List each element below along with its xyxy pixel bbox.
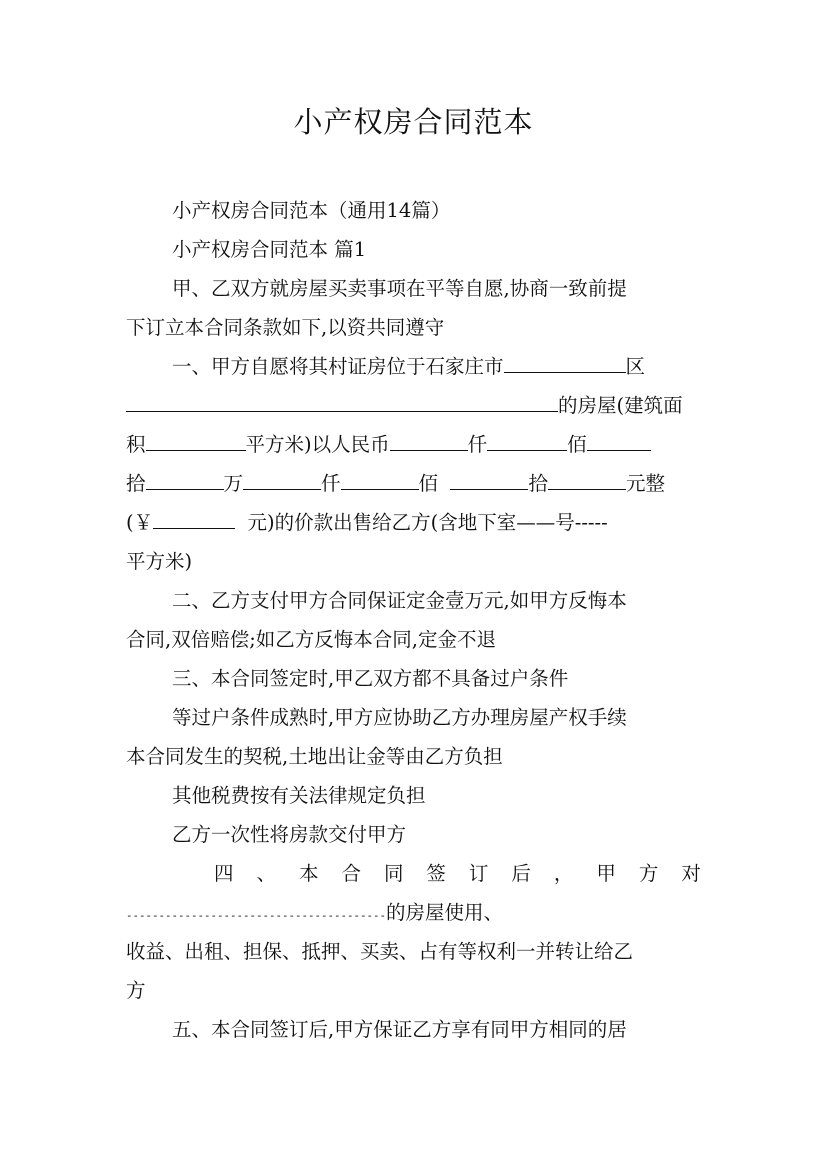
clause-1-line xyxy=(126,391,701,421)
clause-1-line xyxy=(172,352,701,382)
justified-char: 本 xyxy=(298,862,319,885)
paragraph-line: 下订立本合同条款如下,以资共同遵守 xyxy=(126,316,445,339)
clause-text: 佰 xyxy=(418,472,439,495)
paragraph-line: 三、本合同签定时,甲乙双方都不具备过户条件 xyxy=(172,667,569,690)
justified-char: 后 xyxy=(511,862,531,885)
justified-char: 合 xyxy=(341,862,361,885)
justified-char: 四 xyxy=(214,862,234,885)
clause-text: 区 xyxy=(625,355,646,378)
clause-1-line xyxy=(126,469,701,499)
paragraph-line: 甲、乙双方就房屋买卖事项在平等自愿,协商一致前提 xyxy=(172,277,627,300)
clause-text: (￥ xyxy=(126,511,154,534)
clause-text: 的房屋(建筑面 xyxy=(558,394,683,417)
clause-1-line xyxy=(126,508,701,538)
paragraph-line: 本合同发生的契税,土地出让金等由乙方负担 xyxy=(126,745,503,768)
clause-4-line xyxy=(126,898,726,931)
dash-blank: ---------------------------------------- xyxy=(126,909,387,922)
paragraph-line: 合同,双倍赔偿;如乙方反悔本合同,定金不退 xyxy=(126,628,496,651)
paragraph-line: 方 xyxy=(126,979,146,1002)
blank-underline xyxy=(450,469,528,490)
clause-text: 元)的价款出售给乙方(含地下室——号----- xyxy=(247,511,608,534)
clause-text: 拾 xyxy=(126,472,146,495)
paragraph-line: 等过户条件成熟时,甲方应协助乙方办理房屋产权手续 xyxy=(172,706,627,729)
clause-text: 元整 xyxy=(625,472,665,495)
clause-text: 积 xyxy=(126,433,146,456)
justified-char: 签 xyxy=(426,862,446,885)
clause-text: 佰 xyxy=(567,433,587,456)
paragraph-line: 二、乙方支付甲方合同保证定金壹万元,如甲方反悔本 xyxy=(172,589,627,612)
justified-char: 同 xyxy=(383,862,404,885)
section-heading: 小产权房合同范本 篇1 xyxy=(172,238,367,261)
paragraph-line: 收益、出租、担保、抵押、买卖、占有等权利一并转让给乙 xyxy=(126,940,634,963)
justified-char: 对 xyxy=(681,862,701,885)
clause-text: 的房屋使用、 xyxy=(386,901,504,924)
blank-underline xyxy=(243,469,321,490)
clause-text: 平方米)以人民币 xyxy=(245,433,390,456)
blank-underline xyxy=(587,430,651,451)
justified-char: 订 xyxy=(468,862,489,885)
justified-char: 、 xyxy=(256,862,276,885)
clause-text: 一、甲方自愿将其村证房位于石家庄市 xyxy=(172,355,504,378)
blank-underline xyxy=(341,469,419,490)
justified-char: 方 xyxy=(638,862,659,885)
clause-1-line xyxy=(126,430,701,460)
clause-text: 拾 xyxy=(528,472,548,495)
clause-text: 仟 xyxy=(467,433,488,456)
blank-underline xyxy=(146,430,246,451)
clause-4-line xyxy=(214,859,701,889)
paragraph-line: 五、本合同签订后,甲方保证乙方享有同甲方相同的居 xyxy=(172,1018,627,1041)
blank-underline xyxy=(548,469,626,490)
paragraph-line: 平方米) xyxy=(126,550,193,573)
justified-char: 甲 xyxy=(596,862,616,885)
blank-underline xyxy=(146,469,224,490)
document-title: 小产权房合同范本 xyxy=(293,105,534,139)
blank-underline xyxy=(504,352,626,373)
blank-underline xyxy=(126,391,558,412)
clause-text: 仟 xyxy=(321,472,341,495)
justified-char: ， xyxy=(553,862,574,885)
paragraph-line: 其他税费按有关法律规定负担 xyxy=(172,784,426,807)
blank-underline xyxy=(390,430,468,451)
blank-underline xyxy=(487,430,567,451)
document-subtitle: 小产权房合同范本（通用14篇） xyxy=(172,199,451,222)
paragraph-line: 乙方一次性将房款交付甲方 xyxy=(172,823,407,846)
clause-text: 万 xyxy=(223,472,244,495)
blank-underline xyxy=(153,508,235,529)
